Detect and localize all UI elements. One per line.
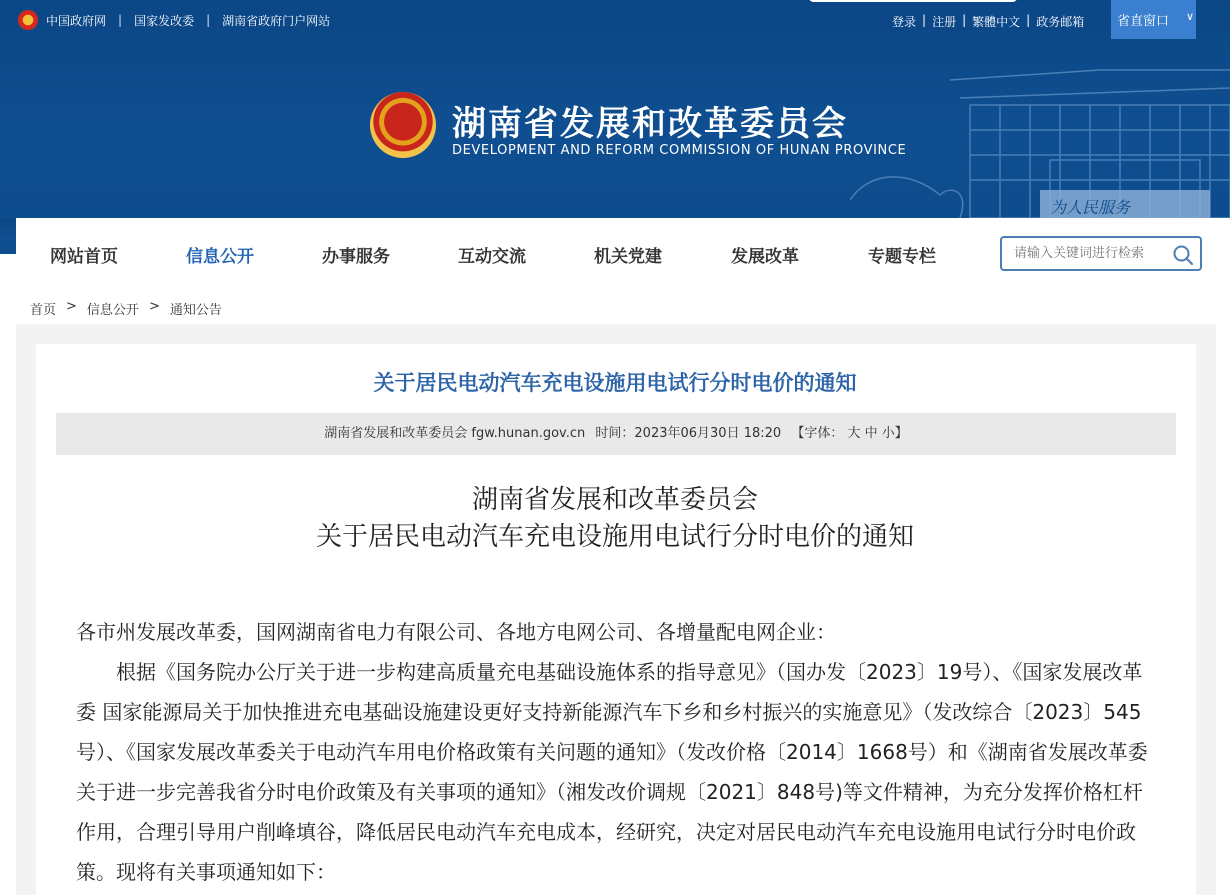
article-title: 关于居民电动汽车充电设施用电试行分时电价的通知 bbox=[373, 371, 857, 395]
link-gov-cn[interactable]: 中国政府网 bbox=[46, 13, 107, 28]
salutation: 各市州发展改革委，国网湖南省电力有限公司、各地方电网公司、各增量配电网企业： bbox=[76, 620, 836, 644]
user-links bbox=[892, 13, 1084, 30]
site-title-en: DEVELOPMENT AND REFORM COMMISSION OF HUNAN PROVINCE bbox=[452, 143, 907, 158]
top-links bbox=[18, 10, 330, 30]
divider: | bbox=[1026, 13, 1031, 27]
nav-services[interactable]: 办事服务 bbox=[322, 247, 390, 267]
nav-home[interactable]: 网站首页 bbox=[50, 247, 118, 267]
article-body bbox=[76, 612, 1156, 892]
article-meta bbox=[56, 413, 1176, 455]
article-time: 时间：2023年06月30日 18:20 bbox=[595, 426, 782, 441]
header-edge bbox=[0, 218, 16, 254]
national-emblem-logo bbox=[370, 92, 436, 158]
nav-development-reform[interactable]: 发展改革 bbox=[731, 247, 799, 267]
breadcrumb-info-disclosure[interactable]: 信息公开 bbox=[86, 303, 139, 318]
divider: | bbox=[962, 13, 967, 27]
site-search bbox=[1000, 236, 1202, 271]
nav-party-building[interactable]: 机关党建 bbox=[594, 247, 662, 267]
gov-mail-link[interactable]: 政务邮箱 bbox=[1036, 15, 1085, 29]
document-heading-issuer: 湖南省发展和改革委员会 bbox=[471, 485, 758, 515]
breadcrumb-separator: > bbox=[148, 299, 160, 314]
chevron-down-icon: ∨ bbox=[1186, 10, 1195, 23]
building-illustration bbox=[850, 40, 1230, 218]
breadcrumb-separator: > bbox=[66, 299, 77, 314]
login-link[interactable]: 登录 bbox=[892, 15, 917, 29]
traditional-chinese-link[interactable]: 繁體中文 bbox=[972, 15, 1021, 29]
search-input[interactable] bbox=[1012, 245, 1166, 262]
nav-interaction[interactable]: 互动交流 bbox=[458, 247, 526, 267]
divider: | bbox=[118, 13, 123, 27]
site-header bbox=[0, 0, 1230, 218]
nav-info-disclosure[interactable]: 信息公开 bbox=[186, 247, 254, 267]
provincial-window-button[interactable] bbox=[1111, 0, 1196, 39]
divider: | bbox=[922, 13, 927, 27]
top-search-edge bbox=[808, 0, 1018, 2]
search-icon[interactable] bbox=[1172, 244, 1194, 266]
national-emblem-icon bbox=[18, 10, 38, 30]
nav-special-topics[interactable]: 专题专栏 bbox=[868, 247, 936, 267]
link-ndrc[interactable]: 国家发改委 bbox=[134, 13, 195, 28]
paragraph: 根据《国务院办公厅关于进一步构建高质量充电基础设施体系的指导意见》（国办发〔2023〕19号）、《国家发展改革委 国家能源局关于加快推进充电基础设施建设更好支持新能源汽车下乡和乡村振兴的实施意见》（发改综合〔2023〕545号）、《国家发展改革委关于电动汽车用电价格政策有关问题的通知》（发改价格〔2014〕1668号）和《湖南省发展改革委关于进一步完善我省分时电价政策及有关事项的通知》（湘发改价调规〔2021〕848号)等文件精神，为充分发挥价格杠杆作用，合理引导用户削峰填谷，降低居民电动汽车充电成本，经研究，决定对居民电动汽车充电设施用电试行分时电价政策。现将有关事项通知如下： bbox=[76, 660, 1148, 884]
link-hunan-gov[interactable]: 湖南省政府门户网站 bbox=[222, 13, 331, 28]
building-inscription: 为人民服务 bbox=[1050, 198, 1131, 217]
breadcrumb bbox=[30, 299, 222, 318]
font-size-selector[interactable]: 【字体： 大 中 小】 bbox=[791, 426, 908, 441]
breadcrumb-home[interactable]: 首页 bbox=[30, 303, 57, 318]
article-source: 湖南省发展和改革委员会 fgw.hunan.gov.cn bbox=[324, 426, 586, 441]
site-title-cn: 湖南省发展和改革委员会 bbox=[452, 104, 848, 144]
provincial-window-label: 省直窗口 bbox=[1117, 14, 1170, 29]
breadcrumb-notices[interactable]: 通知公告 bbox=[169, 303, 222, 318]
divider: | bbox=[206, 13, 211, 27]
document-heading-title: 关于居民电动汽车充电设施用电试行分时电价的通知 bbox=[315, 522, 914, 552]
register-link[interactable]: 注册 bbox=[932, 15, 957, 29]
